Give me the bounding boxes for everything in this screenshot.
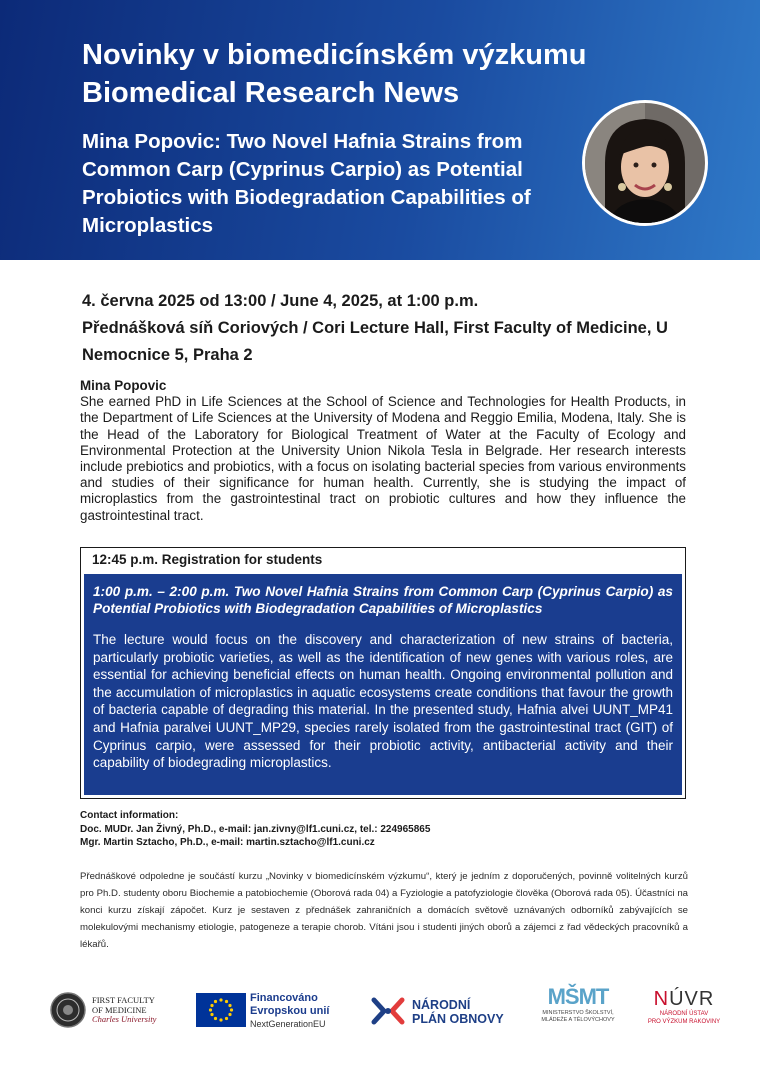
npo-line2: PLÁN OBNOVY: [412, 1012, 504, 1026]
eu-line3: NextGenerationEU: [250, 1019, 326, 1029]
series-title-en: Biomedical Research News: [82, 77, 460, 109]
lecture-title: 1:00 p.m. – 2:00 p.m. Two Novel Hafnia Strains from Common Carp (Cyprinus Carpio) as Potential Probiotics with Biodegradation Capabilities of Microplastics: [93, 584, 673, 616]
contact-heading: Contact information:: [80, 810, 179, 821]
talk-title: Mina Popovic: Two Novel Hafnia Strains from Common Carp (Cyprinus Carpio) as Potential Probiotics with Biodegradation Capabilities of Microplastics: [82, 130, 531, 237]
series-title: [82, 36, 702, 112]
eu-flag-icon: [196, 993, 246, 1032]
lf1-logo: [50, 992, 86, 1033]
eu-logo-text: [250, 992, 329, 1031]
speaker-bio: [80, 378, 686, 524]
nuvr-line2: PRO VÝZKUM RAKOVINY: [647, 1018, 721, 1025]
course-note: Přednáškové odpoledne je součástí kurzu „Novinky v biomedicínském výzkumu“, který je jedním z doporučených, povinně volitelných kurzů pro Ph.D. studenty oboru Biochemie a patobiochemie (Oborová rada 04) a Fyziologie a patofyziologie člověka (Oborová rada 05). Účastníci na konci kurzu získají zápočet. Kurz je sestaven z přednášek zahraničních a domácích světově uznávaných odborníků zabývajících se molekulovými mechanismy etiologie, patogeneze a terapie chorob. Vítáni jsou i studenti jiných oborů a zájemci z řad vědeckých pracovníků a lékařů.: [80, 871, 688, 950]
program-box: [80, 547, 686, 799]
msmt-line2: MLÁDEŽE A TĚLOVÝCHOVY: [541, 1017, 615, 1023]
nuvr-mark-rest: ÚVR: [669, 988, 715, 1010]
npo-logo-text: [412, 998, 504, 1026]
lecture-box: [84, 574, 682, 795]
contact-line-zivny: Doc. MUDr. Jan Živný, Ph.D., e-mail: jan.zivny@lf1.cuni.cz, tel.: 224965865: [80, 823, 431, 835]
contact-line-sztacho: Mgr. Martin Sztacho, Ph.D., e-mail: martin.sztacho@lf1.cuni.cz: [80, 837, 375, 848]
event-venue: Přednášková síň Coriových / Cori Lecture Hall, First Faculty of Medicine, U Nemocnice 5, Praha 2: [82, 319, 668, 364]
lf1-name-line1: FIRST FACULTY: [92, 995, 155, 1005]
msmt-logo: [536, 984, 620, 1024]
speaker-name: Mina Popovic: [80, 378, 167, 393]
speaker-portrait: [582, 100, 708, 226]
registration-time: 12:45 p.m. Registration for students: [92, 552, 323, 567]
header-banner: [0, 0, 760, 260]
eu-line1: Financováno: [250, 992, 318, 1004]
event-info: [82, 288, 702, 369]
npo-logo-icon: [370, 994, 406, 1033]
nuvr-line1: NÁRODNÍ ÚSTAV: [659, 1011, 709, 1017]
nuvr-mark: [642, 988, 726, 1011]
msmt-mark: MŠMT: [547, 984, 609, 1009]
series-title-cz: Novinky v biomedicínském výzkumu: [82, 39, 587, 71]
lf1-name-line3: Charles University: [92, 1014, 157, 1024]
nuvr-logo: [642, 988, 726, 1026]
speaker-photo: [585, 103, 705, 223]
lf1-seal-icon: [50, 992, 86, 1028]
contact-info: [80, 809, 700, 850]
event-date: 4. června 2025 od 13:00 / June 4, 2025, at 1:00 p.m.: [82, 292, 479, 310]
lf1-logo-text: [92, 996, 156, 1025]
speaker-bio-text: She earned PhD in Life Sciences at the School of Science and Technologies for Health Products, in the Department of Life Sciences at the University of Modena and Reggio Emilia, Modena, Italy. She is the Head of the Laboratory for Biological Treatment of Water at the Faculty of Ecology and Environmental Protection at the University Union Nikola Tesla in Belgrade. Her research interests include prebiotics and probiotics, with a focus on isolating bacterial species from various environments and studies of their significance for human health. Currently, she is studying the impact of microplastics from the gastrointestinal tract on probiotic cultures and how they influence the gastrointestinal tract.: [80, 394, 686, 523]
msmt-line1: MINISTERSTVO ŠKOLSTVÍ,: [542, 1010, 614, 1016]
eu-line2: Evropskou unií: [250, 1005, 330, 1017]
npo-line1: NÁRODNÍ: [412, 998, 471, 1012]
nuvr-mark-n: N: [653, 988, 670, 1010]
lf1-name-line2: OF MEDICINE: [92, 1004, 147, 1015]
lecture-abstract: The lecture would focus on the discovery and characterization of new strains of bacteria, particularly probiotic varieties, as well as the identification of new genes with various roles, are essential for achieving beneficial effects on human health. Ongoing environmental pollution and the accumulation of microplastics in aquatic ecosystems create conditions that favour the growth of bacteria capable of degrading this material. In the presented study, Hafnia alvei UUNT_MP41 and Hafnia paralvei UUNT_MP29, species rarely isolated from the gastrointestinal tract (GIT) of Cyprinus carpio, were assessed for their probiotic activity, antibacterial activity and their capability of biodegrading microplastics.: [93, 632, 673, 771]
sponsor-logos: [0, 980, 760, 1050]
